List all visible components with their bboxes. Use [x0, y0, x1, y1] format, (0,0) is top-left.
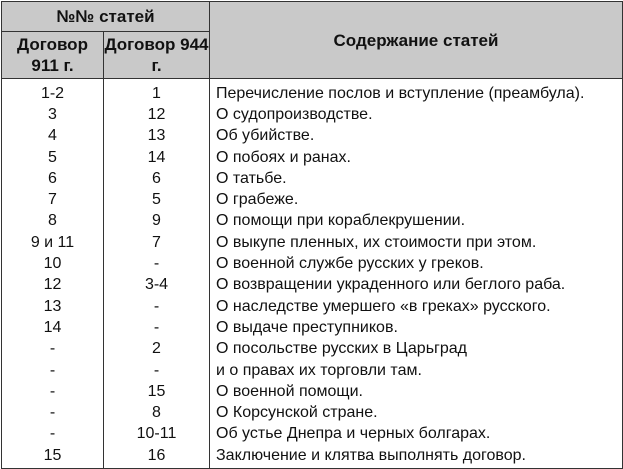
cell-treaty-911: -: [2, 339, 104, 360]
cell-content: О наследстве умершего «в греках» русского.: [210, 296, 623, 317]
cell-treaty-944: 12: [104, 104, 210, 125]
cell-treaty-911: 15: [2, 445, 104, 469]
cell-treaty-944: 9: [104, 211, 210, 232]
cell-treaty-944: -: [104, 296, 210, 317]
cell-content: Об убийстве.: [210, 126, 623, 147]
cell-content: О побоях и ранах.: [210, 147, 623, 168]
table-row: [2, 104, 623, 125]
table-body: [2, 79, 623, 469]
cell-content: О выкупе пленных, их стоимости при этом.: [210, 232, 623, 253]
table-row: [2, 445, 623, 469]
cell-treaty-944: 5: [104, 189, 210, 210]
table-row: [2, 317, 623, 338]
cell-treaty-911: -: [2, 360, 104, 381]
table-row: [2, 79, 623, 105]
table-row: [2, 126, 623, 147]
cell-treaty-944: 8: [104, 402, 210, 423]
header-article-numbers: №№ статей: [2, 2, 210, 32]
table-row: [2, 147, 623, 168]
cell-content: и о правах их торговли там.: [210, 360, 623, 381]
cell-treaty-911: 13: [2, 296, 104, 317]
header-content: Содержание статей: [210, 2, 623, 79]
table-row: [2, 168, 623, 189]
table-row: [2, 296, 623, 317]
header-treaty-944: Договор 944 г.: [104, 32, 210, 79]
cell-treaty-944: 16: [104, 445, 210, 469]
table-row: [2, 339, 623, 360]
cell-treaty-911: 8: [2, 211, 104, 232]
header-treaty-911: Договор 911 г.: [2, 32, 104, 79]
treaty-articles-table: [1, 1, 623, 469]
cell-content: О выдаче преступников.: [210, 317, 623, 338]
cell-treaty-944: 1: [104, 79, 210, 105]
cell-treaty-944: 14: [104, 147, 210, 168]
cell-treaty-911: -: [2, 402, 104, 423]
cell-treaty-944: -: [104, 317, 210, 338]
cell-treaty-911: 9 и 11: [2, 232, 104, 253]
cell-content: О помощи при кораблекрушении.: [210, 211, 623, 232]
cell-content: О военной службе русских у греков.: [210, 253, 623, 274]
table-row: [2, 232, 623, 253]
cell-treaty-911: 6: [2, 168, 104, 189]
cell-treaty-911: 3: [2, 104, 104, 125]
treaty-table-container: [1, 1, 623, 469]
cell-treaty-911: 10: [2, 253, 104, 274]
cell-content: О судопроизводстве.: [210, 104, 623, 125]
cell-treaty-911: 1-2: [2, 79, 104, 105]
cell-treaty-911: 14: [2, 317, 104, 338]
cell-content: О грабеже.: [210, 189, 623, 210]
cell-content: О Корсунской стране.: [210, 402, 623, 423]
table-row: [2, 402, 623, 423]
cell-content: О татьбе.: [210, 168, 623, 189]
table-row: [2, 381, 623, 402]
cell-treaty-911: 4: [2, 126, 104, 147]
cell-content: Перечисление послов и вступление (преамбула).: [210, 79, 623, 105]
table-row: [2, 211, 623, 232]
table-header: [2, 2, 623, 79]
cell-treaty-944: 15: [104, 381, 210, 402]
cell-treaty-944: -: [104, 253, 210, 274]
table-row: [2, 360, 623, 381]
cell-treaty-944: 2: [104, 339, 210, 360]
cell-treaty-911: -: [2, 424, 104, 445]
cell-treaty-944: 3-4: [104, 275, 210, 296]
cell-content: Об устье Днепра и черных болгарах.: [210, 424, 623, 445]
table-row: [2, 253, 623, 274]
cell-treaty-911: 7: [2, 189, 104, 210]
table-row: [2, 275, 623, 296]
cell-content: О возвращении украденного или беглого раба.: [210, 275, 623, 296]
cell-treaty-944: 7: [104, 232, 210, 253]
cell-treaty-944: 6: [104, 168, 210, 189]
cell-treaty-944: 10-11: [104, 424, 210, 445]
table-row: [2, 189, 623, 210]
cell-treaty-911: -: [2, 381, 104, 402]
cell-content: О военной помощи.: [210, 381, 623, 402]
cell-content: Заключение и клятва выполнять договор.: [210, 445, 623, 469]
cell-treaty-944: -: [104, 360, 210, 381]
cell-treaty-911: 12: [2, 275, 104, 296]
cell-treaty-911: 5: [2, 147, 104, 168]
table-row: [2, 424, 623, 445]
cell-content: О посольстве русских в Царьград: [210, 339, 623, 360]
cell-treaty-944: 13: [104, 126, 210, 147]
